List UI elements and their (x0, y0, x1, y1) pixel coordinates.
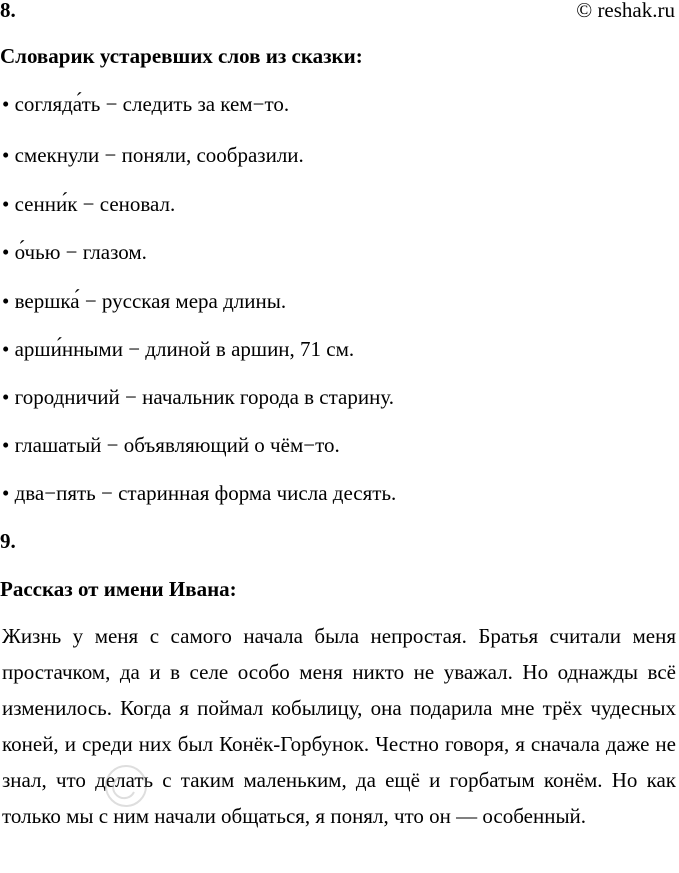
task-number-9: 9. (0, 529, 16, 553)
glossary-item: • глашатый − объявляющий о чём−то. (2, 433, 340, 457)
task-number-8: 8. (0, 0, 16, 22)
glossary-item: • вершка́ − русская мера длины. (2, 289, 287, 313)
glossary-item: • согляда́ть − следить за кем−то. (2, 92, 290, 116)
glossary-item: • о́чью − глазом. (2, 240, 147, 264)
story-paragraph: Жизнь у меня с самого начала была непростая. Братья считали меня простачком, да и в селе особо меня никто не уважал. Но однажды всё изменилось. Когда я поймал кобылицу, она подарила мне трёх чудесных коней, и среди них был Конёк-Горбунок. Честно говоря, я сначала даже не знал, что делать с таким маленьким, да ещё и горбатым конём. Но как только мы с ним начали общаться, я понял, что он — особенный. (2, 624, 676, 828)
glossary-item: • сенни́к − сеновал. (2, 192, 176, 216)
glossary-item: • арши́нными − длиной в аршин, 71 см. (2, 337, 355, 361)
glossary-item: • два−пять − старинная форма числа десять. (2, 481, 397, 505)
copyright-label: © reshak.ru (576, 0, 675, 22)
glossary-item: • смекнули − поняли, сообразили. (2, 143, 304, 167)
glossary-item: • городничий − начальник города в старину. (2, 385, 395, 409)
story-title: Рассказ от имени Ивана: (0, 577, 237, 601)
glossary-title: Словарик устаревших слов из сказки: (0, 44, 363, 68)
